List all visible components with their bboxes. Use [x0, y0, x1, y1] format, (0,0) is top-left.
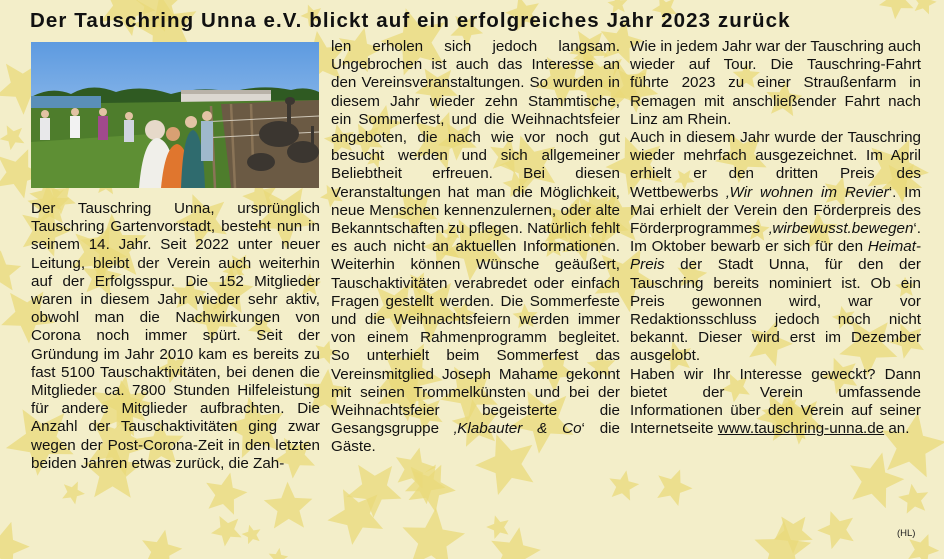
paragraph-intro: Der Tauschring Unna, ursprünglich Tauschring Gartenvorstadt, besteht nun in seinem 14. Jahr. Seit 2022 unter neuer Leitung, bleibt der Verein auch weiterhin auf der Erfolgsspur. Die 152 Mitglieder waren in diesem Jahr wieder sehr aktiv, obwohl man die Nachwirkungen von Corona noch immer spürt. Seit der Gründung im Jahr 2010 kam es bereits zu fast 5100 Tauschaktivitäten, bei denen die Mitglieder ca. 7800 Stunden Hilfeleistung für andere Mitglieder aufbrachten. Die Anzahl der Tauschaktivitäten ging zwar wegen der Post-Corona-Zeit in den letzten beiden Jahren etwas zurück, die Zah-	[31, 200, 320, 472]
paragraph-tour: Wie in jedem Jahr war der Tauschring auch wieder auf Tour. Die Tauschring-Fahrt führte 2023 zu einer Straußenfarm in Remagen mit anschließender Fahrt nach Linz am Rhein.	[630, 38, 921, 128]
ostrich-farm-photo	[31, 42, 319, 188]
contact-text: Haben wir Ihr Interesse geweckt? Dann bietet der Verein umfassende Informationen über den Verein auf seiner Internetseite	[630, 365, 921, 438]
events-end: ‘ die Gäste.	[331, 420, 620, 456]
award-wirbewusst: ‚wirbewusst.bewegen	[769, 220, 914, 238]
awards-text-c: ‘. Im Oktober bewarb er sich für den	[630, 220, 921, 256]
events-text: len erholen sich jedoch langsam. Ungebrochen ist auch das Interesse an den Vereinsveranstaltungen. So wurden in diesem Jahr wieder zehn Stammtische, ein Sommerfest, und die Weihnachtsfeier angeboten, die nach wie vor noch gut besucht werden und sich allgemeiner Beliebtheit erfreuen. Bei diesen Veranstaltungen hat man die Möglichkeit, neue Menschen kennenzulernen, oder alte Bekanntschaften zu pflegen. Natürlich fehlt es auch nicht an aktuellen Informationen. Weiterhin können Wünsche geäußert, Tauschaktivitäten verabredet oder einfach Fragen gestellt werden. Die Sommerfeste und die Weihnachtsfeiern werden immer von einem Rahmenprogramm begleitet. So unterhielt beim Sommerfest das Vereinsmitglied Joseph Mahame gekonnt mit seinen Trommelkünsten und bei der Weihnachtsfeier begeisterte die Gesangsgruppe	[331, 38, 620, 438]
awards-text-d: der Stadt Unna, für den der Tauschring bereits nominiert ist. Ob ein Preis gewonnen wird, war vor Redaktionsschluss jedoch noch nicht bekannt. Dieser wird erst im Dezember ausgelobt.	[630, 256, 921, 365]
paragraph-contact	[630, 366, 921, 439]
awards-text-b: ‘. Im Mai erhielt der Verein den Förderpreis des Förderprogrammes	[630, 183, 922, 238]
paragraph-events	[331, 38, 620, 457]
award-wir-wohnen: ‚Wir wohnen im Revier	[726, 183, 889, 201]
text-column-2	[331, 38, 620, 457]
text-column-1	[31, 200, 320, 473]
awards-text-a: Auch in diesem Jahr wurde der Tauschring wieder mehrfach ausgezeichnet. Im April erhielt er den dritten Preis des Wettbewerbs	[630, 129, 921, 201]
contact-end: an.	[884, 420, 910, 438]
text-column-3	[630, 38, 921, 438]
paragraph-awards	[630, 129, 921, 366]
award-heimat-preis: Heimat-Preis	[630, 238, 921, 274]
klabauter-name: ‚Klabauter & Co	[453, 420, 582, 438]
website-link[interactable]: www.tauschring-unna.de	[717, 420, 885, 438]
article-photo	[31, 42, 319, 188]
article-headline: Der Tauschring Unna e.V. blickt auf ein erfolgreiches Jahr 2023 zurück	[30, 9, 791, 32]
author-signature: (HL)	[897, 528, 916, 539]
